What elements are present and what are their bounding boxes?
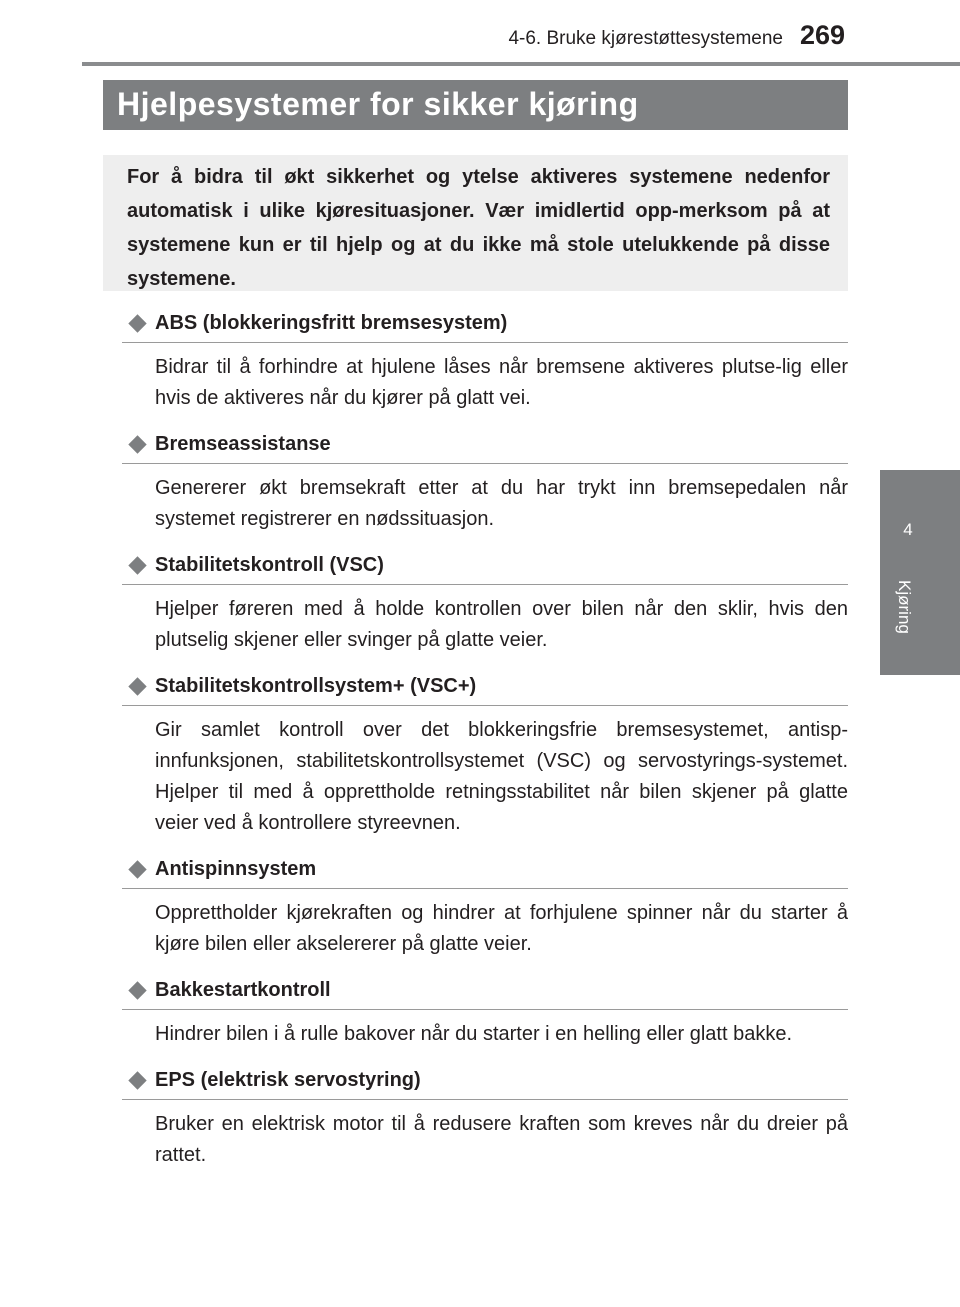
feature-item bbox=[122, 671, 848, 839]
feature-title: Bremseassistanse bbox=[155, 433, 331, 455]
feature-item bbox=[122, 308, 848, 414]
feature-title: EPS (elektrisk servostyring) bbox=[155, 1069, 421, 1091]
feature-title: ABS (blokkeringsfritt bremsesystem) bbox=[155, 312, 508, 334]
feature-heading bbox=[122, 1065, 848, 1100]
feature-heading bbox=[122, 550, 848, 585]
feature-heading bbox=[122, 854, 848, 889]
diamond-bullet-icon bbox=[128, 860, 146, 878]
feature-item bbox=[122, 1065, 848, 1171]
feature-title: Stabilitetskontrollsystem+ (VSC+) bbox=[155, 675, 477, 697]
feature-list bbox=[122, 308, 848, 1186]
feature-title: Antispinnsystem bbox=[155, 858, 317, 880]
diamond-bullet-icon bbox=[128, 556, 146, 574]
intro-text: For å bidra til økt sikkerhet og ytelse aktiveres systemene nedenfor automatisk i ulike kjøresituasjoner. Vær imidlertid opp-merksom på at systemene kun er til hjelp og at du ikke må stole utelukkende på disse systemene. bbox=[103, 155, 848, 291]
diamond-bullet-icon bbox=[128, 677, 146, 695]
page-title: Hjelpesystemer for sikker kjøring bbox=[103, 80, 848, 130]
diamond-bullet-icon bbox=[128, 981, 146, 999]
feature-description: Hjelper føreren med å holde kontrollen over bilen når den sklir, hvis den plutselig skjener eller svinger på glatte veier. bbox=[155, 598, 848, 651]
feature-item bbox=[122, 429, 848, 535]
feature-description: Bidrar til å forhindre at hjulene låses når bremsene aktiveres plutse-lig eller hvis de aktiveres når du kjører på glatt vei. bbox=[155, 356, 848, 409]
feature-title: Stabilitetskontroll (VSC) bbox=[155, 554, 384, 576]
chapter-tab bbox=[880, 470, 960, 675]
feature-description: Hindrer bilen i å rulle bakover når du starter i en helling eller glatt bakke. bbox=[155, 1023, 793, 1045]
running-header-section: 4-6. Bruke kjørestøttesystemene bbox=[508, 28, 783, 49]
feature-description: Bruker en elektrisk motor til å redusere kraften som kreves når du dreier på rattet. bbox=[155, 1113, 848, 1166]
feature-title: Bakkestartkontroll bbox=[155, 979, 331, 1001]
diamond-bullet-icon bbox=[128, 435, 146, 453]
feature-item bbox=[122, 975, 848, 1050]
feature-description: Gir samlet kontroll over det blokkeringsfrie bremsesystemet, antisp-innfunksjonen, stabilitetskontrollsystemet (VSC) og servostyrings-systemet. Hjelper til med å opprettholde retningsstabilitet når bilen skjener på glatte veier ved å kontrollere styreevnen. bbox=[155, 719, 848, 834]
chapter-tab-label: Kjøring bbox=[895, 580, 914, 634]
feature-description: Genererer økt bremsekraft etter at du har trykt inn bremsepedalen når systemet registrerer en nødssituasjon. bbox=[155, 477, 848, 530]
feature-heading bbox=[122, 308, 848, 343]
feature-heading bbox=[122, 671, 848, 706]
chapter-tab-number: 4 bbox=[903, 520, 913, 539]
diamond-bullet-icon bbox=[128, 314, 146, 332]
feature-description: Opprettholder kjørekraften og hindrer at forhjulene spinner når du starter å kjøre bilen eller akselererer på glatte veier. bbox=[155, 902, 848, 955]
feature-heading bbox=[122, 429, 848, 464]
diamond-bullet-icon bbox=[128, 1071, 146, 1089]
feature-item bbox=[122, 550, 848, 656]
feature-item bbox=[122, 854, 848, 960]
header-divider bbox=[82, 62, 960, 66]
page-number: 269 bbox=[800, 20, 846, 50]
feature-heading bbox=[122, 975, 848, 1010]
